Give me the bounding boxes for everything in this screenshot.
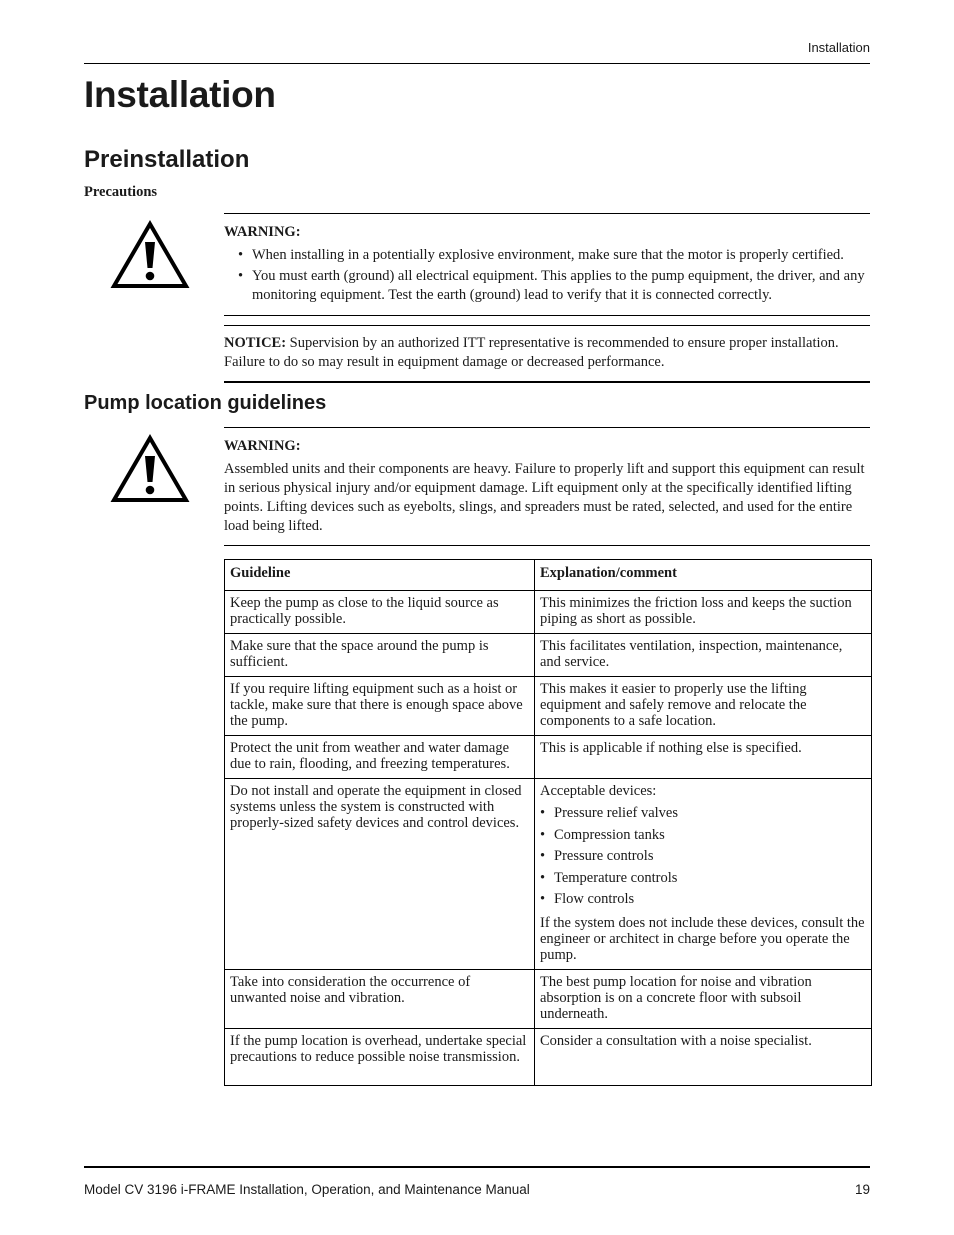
warning-text: Assembled units and their components are heavy. Failure to properly lift and support this equipment can result in serious physical injury and/or equipment damage. Lift equipment only at the specifically identified lifting points. Lifting devices such as eyebolts, slings, and spreaders must be rated, selected, and used for the entire load being lifted. bbox=[224, 461, 865, 534]
table-header-row bbox=[225, 560, 872, 591]
notice-bottom-rule bbox=[224, 381, 870, 383]
guideline-cell: Make sure that the space around the pump is sufficient. bbox=[225, 634, 535, 677]
warning-label: WARNING: bbox=[224, 438, 301, 454]
warning2-bottom-rule bbox=[224, 545, 870, 546]
guideline-cell: If the pump location is overhead, undertake special precautions to reduce possible noise transmission. bbox=[225, 1028, 535, 1085]
notice-label: NOTICE: bbox=[224, 335, 287, 351]
lifting-warning bbox=[224, 437, 870, 536]
column-header-guideline: Guideline bbox=[225, 560, 535, 591]
comment-cell bbox=[535, 779, 872, 970]
warning-list bbox=[224, 246, 870, 305]
footer-manual-title: Model CV 3196 i-FRAME Installation, Operation, and Maintenance Manual bbox=[84, 1182, 530, 1197]
list-item: • Flow controls bbox=[540, 889, 866, 911]
guideline-cell: Keep the pump as close to the liquid source as practically possible. bbox=[225, 591, 535, 634]
comment-cell: Consider a consultation with a noise specialist. bbox=[535, 1028, 872, 1085]
list-item: • When installing in a potentially explosive environment, make sure that the motor is properly certified. bbox=[224, 246, 870, 265]
notice-top-rule bbox=[224, 325, 870, 326]
notice-text: Supervision by an authorized ITT representative is recommended to ensure proper installation. Failure to do so may result in equipment damage or decreased performance. bbox=[224, 335, 839, 370]
guideline-cell: Take into consideration the occurrence of unwanted noise and vibration. bbox=[225, 969, 535, 1028]
table-row bbox=[225, 779, 872, 970]
running-header: Installation bbox=[807, 40, 870, 55]
comment-cell: This is applicable if nothing else is specified. bbox=[535, 736, 872, 779]
table-row bbox=[225, 736, 872, 779]
list-item: • Pressure controls bbox=[540, 846, 866, 868]
comment-outro: If the system does not include these devices, consult the engineer or architect in charge before you operate the pump. bbox=[540, 914, 865, 963]
footer-rule bbox=[84, 1166, 870, 1168]
guideline-cell: If you require lifting equipment such as a hoist or tackle, make sure that there is enough space above the pump. bbox=[225, 677, 535, 736]
precautions-warning bbox=[224, 223, 870, 307]
warning2-top-rule bbox=[224, 427, 870, 428]
table-row bbox=[225, 634, 872, 677]
table-row bbox=[225, 969, 872, 1028]
column-header-explanation: Explanation/comment bbox=[535, 560, 872, 591]
comment-cell: This facilitates ventilation, inspection, maintenance, and service. bbox=[535, 634, 872, 677]
table-row bbox=[225, 1028, 872, 1085]
header-rule bbox=[84, 63, 870, 64]
list-item: • Temperature controls bbox=[540, 868, 866, 890]
warning-triangle-icon bbox=[110, 434, 190, 504]
comment-cell: The best pump location for noise and vibration absorption is on a concrete floor with subsoil underneath. bbox=[535, 969, 872, 1028]
notice-block bbox=[224, 334, 870, 372]
list-item: • Compression tanks bbox=[540, 825, 866, 847]
page-number: 19 bbox=[854, 1182, 870, 1197]
warning-bottom-rule bbox=[224, 315, 870, 316]
page-title: Installation bbox=[84, 74, 276, 115]
section-heading-pump-location: Pump location guidelines bbox=[84, 392, 327, 414]
list-item: • Pressure relief valves bbox=[540, 803, 866, 825]
guideline-cell: Do not install and operate the equipment in closed systems unless the system is constructed with properly-sized safety devices and control devices. bbox=[225, 779, 535, 970]
guidelines-table bbox=[224, 559, 872, 1086]
list-item: • You must earth (ground) all electrical equipment. This applies to the pump equipment, the driver, and any monitoring equipment. Test the earth (ground) lead to verify that it is connected correctly. bbox=[224, 267, 870, 305]
table-row bbox=[225, 591, 872, 634]
subheading-precautions: Precautions bbox=[84, 184, 158, 200]
comment-cell: This makes it easier to properly use the lifting equipment and safely remove and relocate the components to a safe location. bbox=[535, 677, 872, 736]
comment-intro: Acceptable devices: bbox=[540, 783, 657, 799]
guideline-cell: Protect the unit from weather and water damage due to rain, flooding, and freezing temperatures. bbox=[225, 736, 535, 779]
warning-top-rule bbox=[224, 213, 870, 214]
acceptable-devices-list bbox=[540, 803, 866, 911]
section-heading-preinstallation: Preinstallation bbox=[84, 146, 250, 173]
comment-cell: This minimizes the friction loss and keeps the suction piping as short as possible. bbox=[535, 591, 872, 634]
table-row bbox=[225, 677, 872, 736]
warning-triangle-icon bbox=[110, 220, 190, 290]
warning-label: WARNING: bbox=[224, 224, 301, 240]
